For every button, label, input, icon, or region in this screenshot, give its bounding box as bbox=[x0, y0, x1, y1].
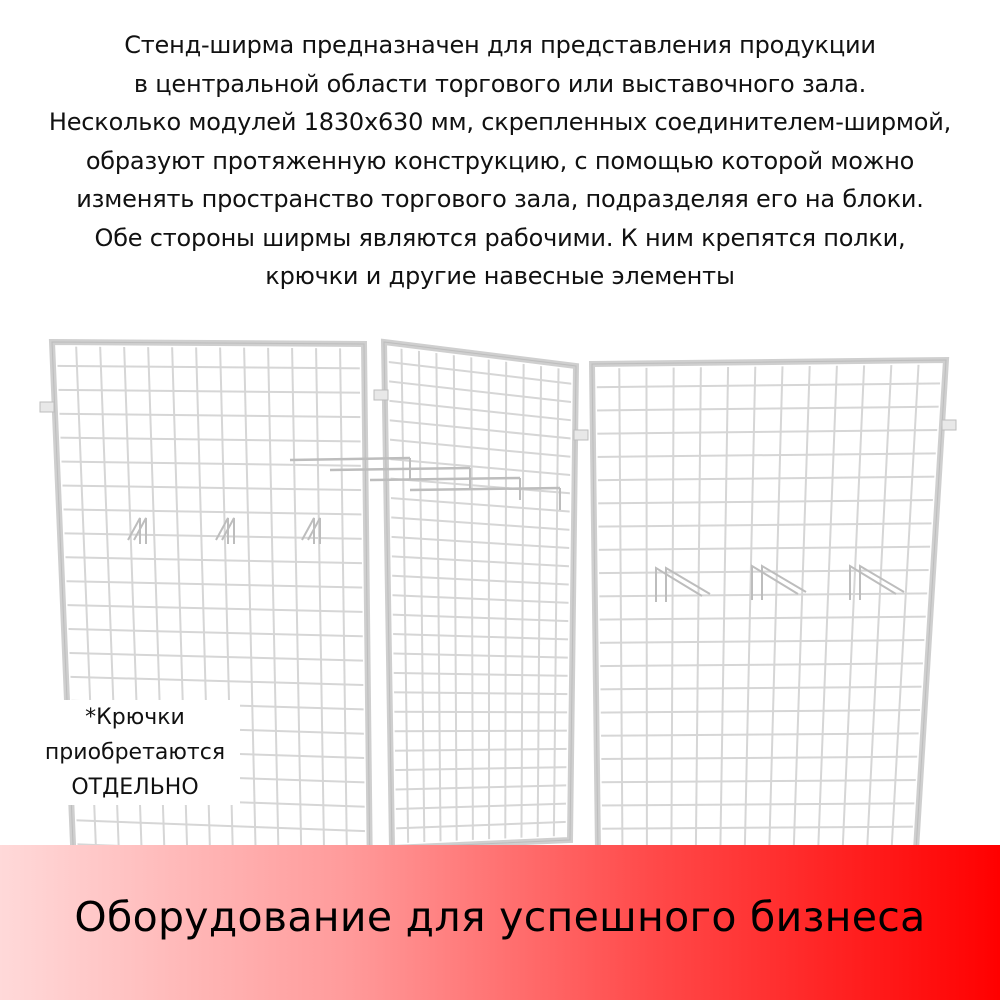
note-line: *Крючки bbox=[85, 705, 185, 730]
hooks-note bbox=[30, 700, 240, 805]
description-line: крючки и другие навесные элементы bbox=[265, 262, 735, 290]
description-line: образуют протяженную конструкцию, с помощью которой можно bbox=[85, 146, 915, 175]
description-line: Стенд-ширма предназначен для представления продукции bbox=[124, 31, 876, 59]
description-line: в центральной области торгового или выставочного зала. bbox=[133, 69, 867, 98]
footer-slogan: Оборудование для успешного бизнеса bbox=[74, 893, 926, 941]
note-line: ОТДЕЛЬНО bbox=[71, 775, 199, 800]
footer-banner bbox=[0, 845, 1000, 1000]
description-line: изменять пространство торгового зала, подразделяя его на блоки. bbox=[76, 185, 924, 213]
description-line: Обе стороны ширмы являются рабочими. К ним крепятся полки, bbox=[94, 223, 906, 252]
product-description bbox=[0, 26, 1000, 296]
middle-grid-panel bbox=[384, 342, 576, 848]
description-line: Несколько модулей 1830х630 мм, скрепленных соединителем-ширмой, bbox=[48, 108, 952, 136]
right-grid-panel bbox=[592, 360, 946, 852]
note-line: приобретаются bbox=[44, 740, 226, 765]
